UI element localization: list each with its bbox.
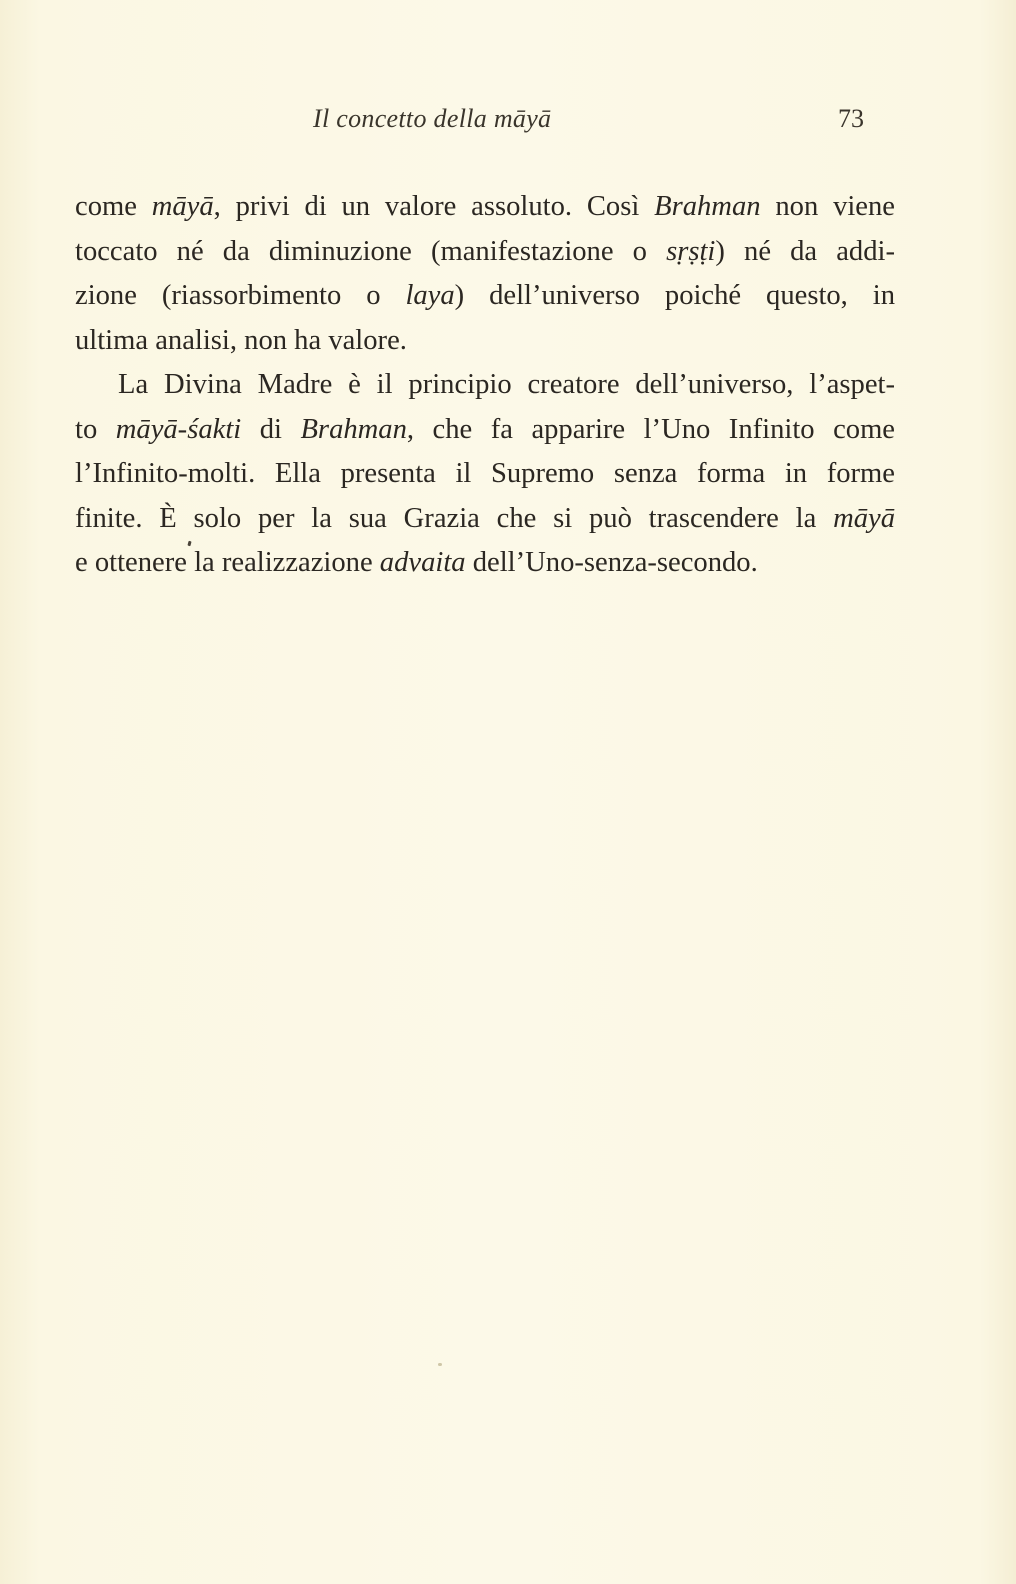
- italic-term: māyā: [833, 502, 895, 534]
- text-run: come: [75, 191, 152, 222]
- text-line: [75, 185, 895, 230]
- text-run: finite. È solo per la sua Grazia che si può trascendere la: [75, 502, 834, 534]
- italic-term: māyā-śakti: [115, 413, 242, 445]
- paper-speck: [438, 1363, 442, 1366]
- text-run: La Divina Madre è il principio creatore dell’universo, l’aspet-: [118, 369, 895, 400]
- text-run: e ottenere la realizzazione: [75, 547, 380, 578]
- text-line: [75, 541, 895, 586]
- text-run: , privi di un valore assoluto. Così: [213, 191, 655, 222]
- italic-term: māyā: [151, 191, 214, 222]
- running-title: Il concetto della māyā: [313, 104, 552, 133]
- text-line: [75, 497, 895, 542]
- text-run: non viene: [760, 191, 895, 222]
- text-line: [75, 274, 895, 319]
- text-run: , che fa apparire l’Uno Infinito come: [406, 413, 895, 445]
- page-number: 73: [838, 104, 864, 133]
- text-run: dell’Uno-senza-secondo.: [465, 547, 758, 578]
- text-run: di: [241, 413, 301, 445]
- text-run: ) dell’universo poiché questo, in: [454, 280, 895, 311]
- text-run: toccato né da diminuzione (manifestazione o: [75, 235, 667, 267]
- italic-term: advaita: [379, 547, 466, 578]
- text-line: [75, 408, 895, 453]
- italic-term: sṛṣṭi: [666, 235, 716, 267]
- running-head: [0, 104, 1016, 144]
- text-run: to: [75, 413, 116, 445]
- text-run: zione (riassorbimento o: [75, 280, 406, 311]
- italic-term: Brahman: [300, 413, 407, 445]
- text-run: ultima analisi, non ha valore.: [75, 324, 407, 356]
- italic-term: laya: [405, 280, 455, 311]
- italic-term: Brahman: [654, 191, 761, 222]
- body-text: [75, 185, 895, 586]
- text-line: [75, 452, 895, 497]
- text-line: [75, 230, 895, 275]
- text-run: l’Infinito-molti. Ella presenta il Supremo senza forma in forme: [75, 458, 895, 489]
- text-line: [75, 319, 895, 364]
- text-run: ) né da addi-: [715, 235, 895, 267]
- text-line: [75, 363, 895, 408]
